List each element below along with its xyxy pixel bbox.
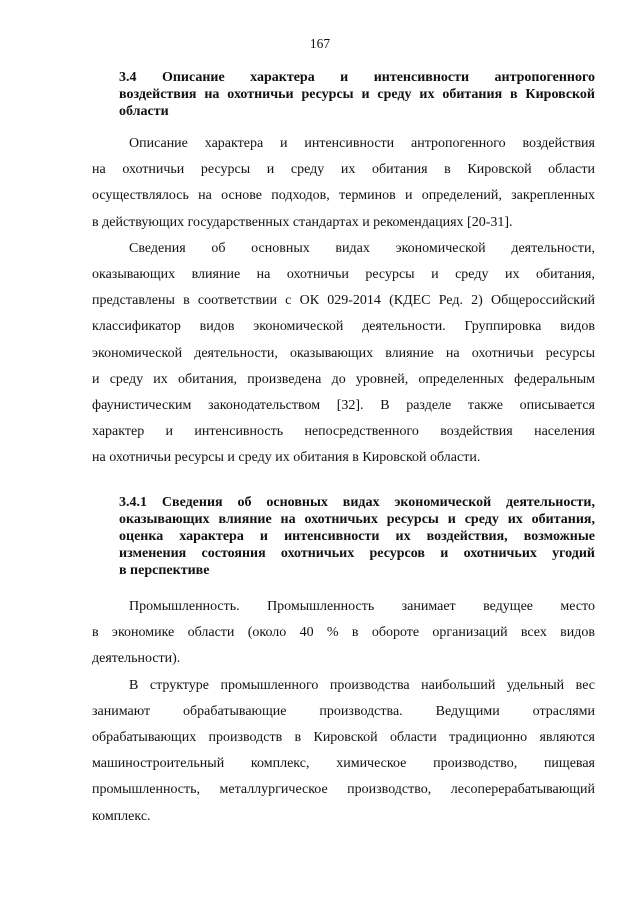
text-line: на охотничьи ресурсы и среду их обитания в Кировской области [92,162,595,178]
paragraph [92,131,595,236]
text-line: в действующих государственных стандартах и рекомендациях [20-31]. [92,214,513,230]
paragraph [92,673,595,830]
text-line: Описание характера и интенсивности антропогенного воздействия [129,136,595,151]
text-line: характер и интенсивность непосредственного воздействия населения [92,424,595,440]
text-line: осуществлялось на основе подходов, терминов и определений, закрепленных [92,188,595,204]
section-3-4-body [92,131,595,472]
section-heading-3-4-1 [119,494,595,579]
heading-line: области [119,104,169,119]
paragraph [92,236,595,472]
text-line: деятельности). [92,651,181,667]
heading-line: оказывающих влияние на охотничьих ресурсы и среду их обитания, [119,512,595,527]
text-line: Промышленность. Промышленность занимает ведущее место [129,599,595,614]
text-line: классификатор видов экономической деятельности. Группировка видов [92,319,595,335]
text-line: и среду их обитания, произведена до уровней, определенных федеральным [92,371,595,387]
text-line: машиностроительный комплекс, химическое производство, пищевая [92,756,595,772]
text-line: обрабатывающих производств в Кировской области традиционно являются [92,730,595,746]
heading-line: 3.4 Описание характера и интенсивности антропогенного [119,70,595,85]
heading-line: в перспективе [119,563,210,578]
text-line: фаунистическим законодательством [32]. В разделе также описывается [92,398,595,414]
heading-line: воздействия на охотничьи ресурсы и среду их обитания в Кировской [119,87,595,102]
text-line: занимают обрабатывающие производства. Ведущими отраслями [92,703,595,719]
section-3-4-1-body [92,594,595,830]
text-line: экономической деятельности, оказывающих влияние на охотничьи ресурсы [92,345,595,361]
heading-line: 3.4.1 Сведения об основных видах экономической деятельности, [119,495,595,510]
text-line: представлены в соответствии с ОК 029-2014 (КДЕС Ред. 2) Общероссийский [92,293,595,309]
text-line: на охотничьи ресурсы и среду их обитания в Кировской области. [92,450,481,466]
page-number: 167 [309,36,331,51]
text-line: В структуре промышленного производства наибольший удельный вес [129,677,595,693]
section-heading-3-4 [119,69,595,120]
heading-line: изменения состояния охотничьих ресурсов и охотничьих угодий [119,546,595,561]
text-line: в экономике области (около 40 % в обороте организаций всех видов [92,625,595,641]
text-line: промышленность, металлургическое производство, лесоперерабатывающий [92,782,595,798]
text-line: комплекс. [92,808,151,824]
text-line: оказывающих влияние на охотничьи ресурсы и среду их обитания, [92,267,595,283]
text-line: Сведения об основных видах экономической деятельности, [129,240,595,256]
paragraph [92,594,595,673]
heading-line: оценка характера и интенсивности их воздействия, возможные [119,529,595,544]
